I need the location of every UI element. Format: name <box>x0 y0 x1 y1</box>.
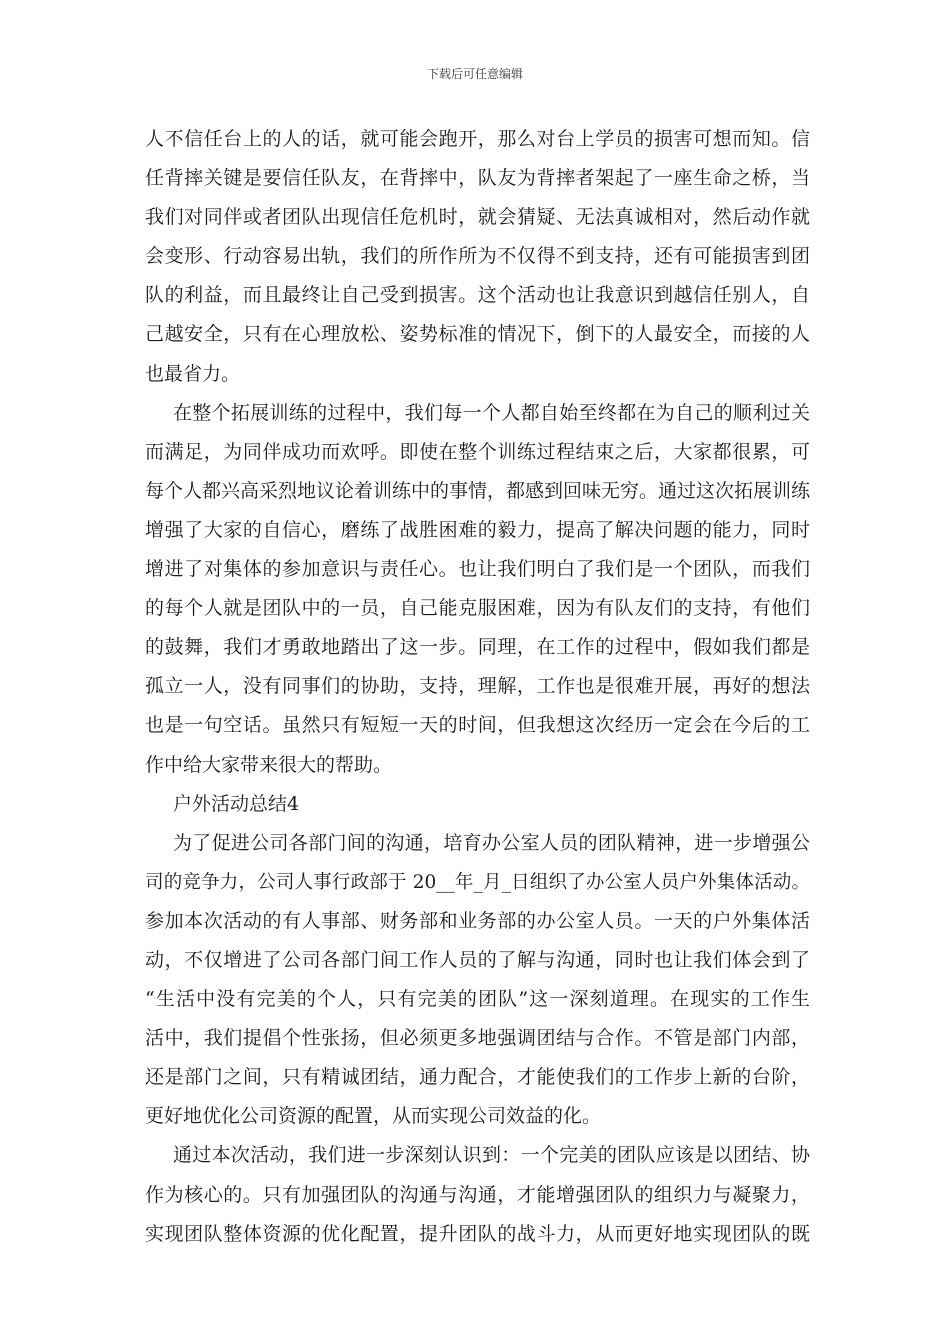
document-body <box>145 120 810 1254</box>
text-line: 队的利益，而且最终让自己受到损害。这个活动也让我意识到越信任别人，自 <box>145 284 810 307</box>
text-line: 任背摔关键是要信任队友，在背摔中，队友为背摔者架起了一座生命之桥，当 <box>145 167 810 190</box>
text-line: 更好地优化公司资源的配置，从而实现公司效益的化。 <box>145 1105 602 1128</box>
text-line: 活中，我们提倡个性张扬，但必须更多地强调团结与合作。不管是部门内部， <box>145 1027 810 1050</box>
text-line: 增强了大家的自信心，磨练了战胜困难的毅力，提高了解决问题的能力，同时 <box>145 518 810 541</box>
text-line: 还是部门之间，只有精诚团结，通力配合，才能使我们的工作步上新的台阶， <box>145 1066 810 1089</box>
text-line: 己越安全，只有在心理放松、姿势标准的情况下，倒下的人最安全，而接的人 <box>145 323 810 346</box>
text-line: 也最省力。 <box>145 362 241 385</box>
text-line: 会变形、行动容易出轨，我们的所作所为不仅得不到支持，还有可能损害到团 <box>145 245 810 268</box>
text-line: 也是一句空话。虽然只有短短一天的时间，但我想这次经历一定会在今后的工 <box>145 714 810 737</box>
text-line: 我们对同伴或者团队出现信任危机时，就会猜疑、无法真诚相对，然后动作就 <box>145 206 810 229</box>
text-line: 为了促进公司各部门间的沟通，培育办公室人员的团队精神，进一步增强公 <box>173 831 810 854</box>
text-line: 实现团队整体资源的优化配置，提升团队的战斗力，从而更好地实现团队的既 <box>145 1222 810 1245</box>
text-line: 增进了对集体的参加意识与责任心。也让我们明白了我们是一个团队，而我们 <box>145 558 810 581</box>
page-header-note: 下载后可任意编辑 <box>426 67 523 81</box>
text-line: 每个人都兴高采烈地议论着训练中的事情，都感到回味无穷。通过这次拓展训练 <box>145 479 811 502</box>
text-line: 户外活动总结4 <box>173 792 300 815</box>
text-line: 作为核心的。只有加强团队的沟通与沟通，才能增强团队的组织力与凝聚力， <box>145 1183 810 1206</box>
text-line: 参加本次活动的有人事部、财务部和业务部的办公室人员。一天的户外集体活 <box>145 909 810 932</box>
text-line: 孤立一人，没有同事们的协助，支持，理解，工作也是很难开展，再好的想法 <box>145 675 810 698</box>
text-line: 通过本次活动，我们进一步深刻认识到：一个完美的团队应该是以团结、协 <box>173 1144 810 1167</box>
text-line: 作中给大家带来很大的帮助。 <box>145 753 393 776</box>
text-line: 动，不仅增进了公司各部门间工作人员的了解与沟通，同时也让我们体会到了 <box>145 948 810 971</box>
text-line: 人不信任台上的人的话，就可能会跑开，那么对台上学员的损害可想而知。信 <box>145 128 810 150</box>
text-line: 的每个人就是团队中的一员，自己能克服困难，因为有队友们的支持，有他们 <box>145 597 810 620</box>
text-line: 在整个拓展训练的过程中，我们每一个人都自始至终都在为自己的顺利过关 <box>173 401 810 424</box>
text-line: 司的竞争力，公司人事行政部于 20__年_月_日组织了办公室人员户外集体活动。 <box>145 871 810 893</box>
text-line: “生活中没有完美的个人，只有完美的团队”这一深刻道理。在现实的工作生 <box>145 988 810 1011</box>
text-line: 而满足，为同伴成功而欢呼。即使在整个训练过程结束之后，大家都很累，可 <box>145 440 810 463</box>
text-line: 的鼓舞，我们才勇敢地踏出了这一步。同理，在工作的过程中，假如我们都是 <box>145 636 810 659</box>
